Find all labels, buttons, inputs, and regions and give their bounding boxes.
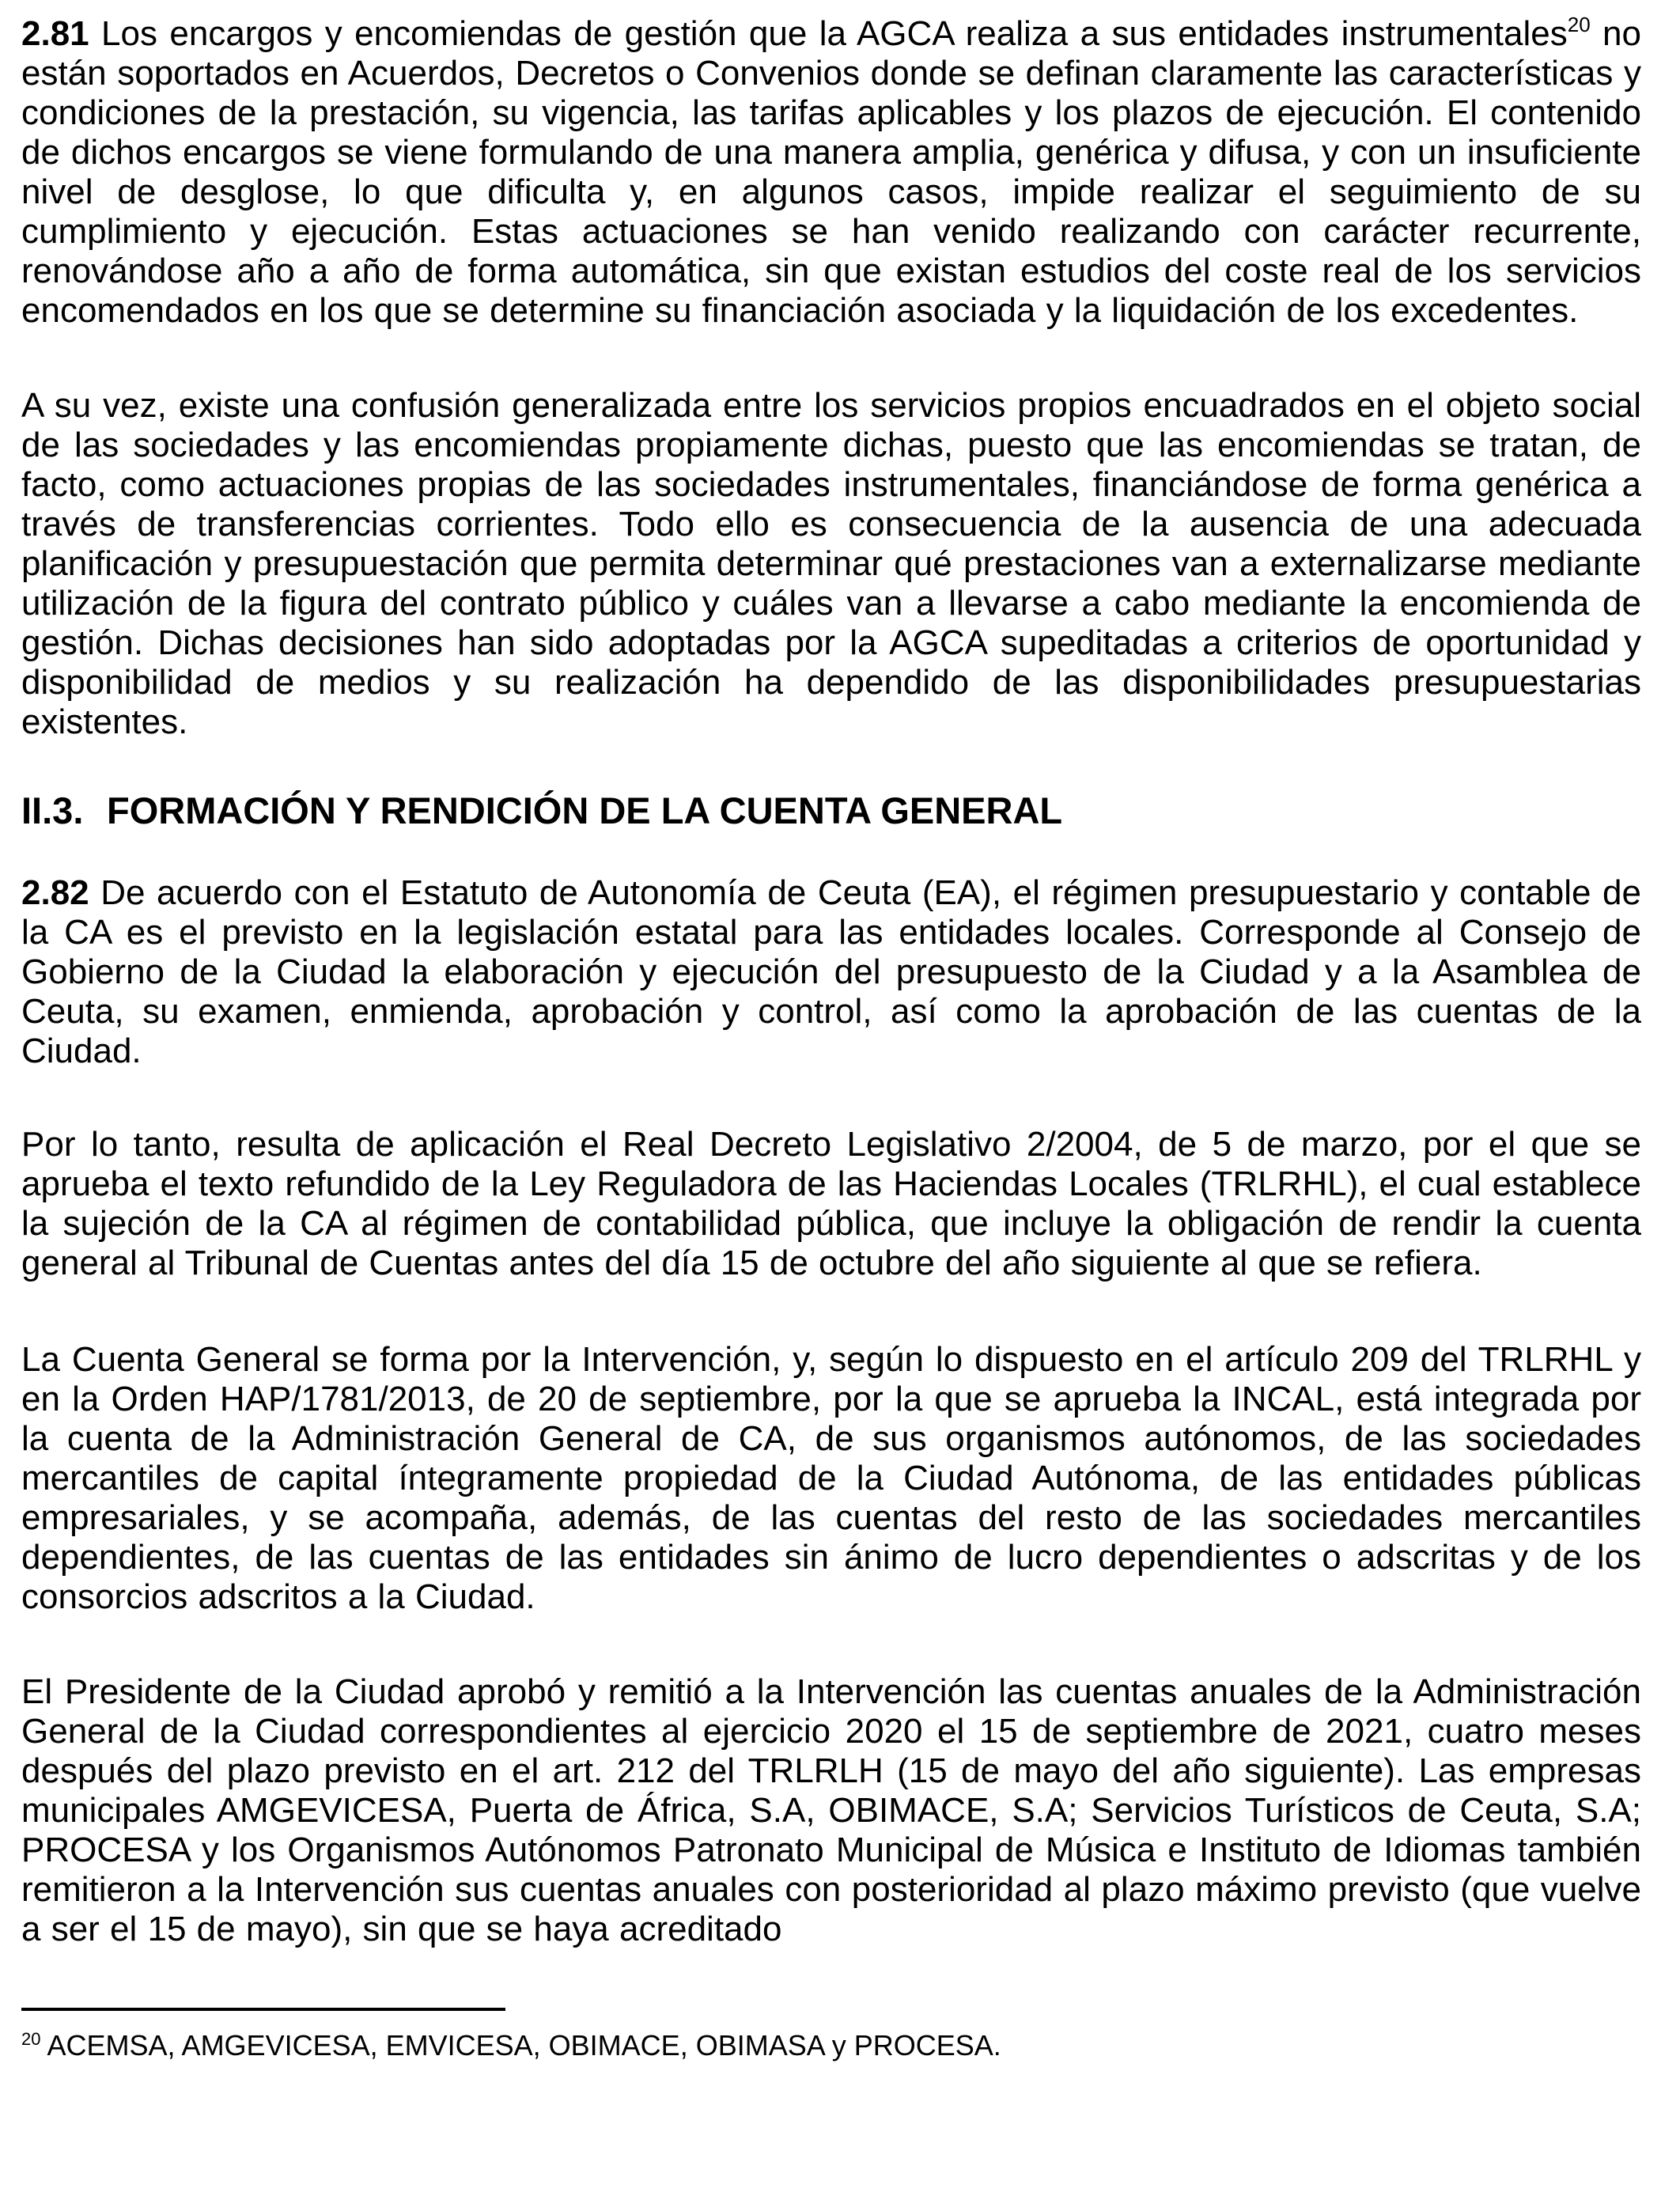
paragraph-2-81-text-after-footnote-ref: no están soportados en Acuerdos, Decretos o Convenios donde se definan claramente las características y condiciones de la prestación, su vigencia, las tarifas aplicables y los plazos de ejecución. El contenido de dichos encargos se viene formulando de una manera amplia, genérica y difusa, y con un insuficiente nivel de desglose, lo que dificulta y, en algunos casos, impide realizar el seguimiento de su cumplimiento y ejecución. Estas actuaciones se han venido realizando con carácter recurrente, renovándose año a año de forma automática, sin que existan estudios del coste real de los servicios encomendados en los que se determine su financiación asociada y la liquidación de los excedentes. — [21, 14, 1641, 330]
footnote-20-text: ACEMSA, AMGEVICESA, EMVICESA, OBIMACE, OBIMASA y PROCESA. — [40, 2029, 1001, 2062]
paragraph-a-su-vez: A su vez, existe una confusión generalizada entre los servicios propios encuadrados en el objeto social de las sociedades y las encomiendas propiamente dichas, puesto que las encomiendas se tratan, de facto, como actuaciones propias de las sociedades instrumentales, financiándose de forma genérica a través de transferencias corrientes. Todo ello es consecuencia de la ausencia de una adecuada planificación y presupuestación que permita determinar qué prestaciones van a externalizarse mediante utilización de la figura del contrato público y cuáles van a llevarse a cabo mediante la encomienda de gestión. Dichas decisiones han sido adoptadas por la AGCA supeditadas a criterios de oportunidad y disponibilidad de medios y su realización ha dependido de las disponibilidades presupuestarias existentes. — [21, 386, 1641, 741]
footnote-marker-20: 20 — [21, 2029, 41, 2049]
paragraph-2-82 — [21, 873, 1641, 1071]
section-heading-number: II.3. — [21, 789, 84, 831]
paragraph-por-lo-tanto: Por lo tanto, resulta de aplicación el Real Decreto Legislativo 2/2004, de 5 de marzo, por el que se aprueba el texto refundido de la Ley Reguladora de las Haciendas Locales (TRLRHL), el cual establece la sujeción de la CA al régimen de contabilidad pública, que incluye la obligación de rendir la cuenta general al Tribunal de Cuentas antes del día 15 de octubre del año siguiente al que se refiera. — [21, 1125, 1641, 1282]
section-heading-title: FORMACIÓN Y RENDICIÓN DE LA CUENTA GENERAL — [107, 789, 1063, 831]
footnote-separator-line — [21, 2008, 505, 2011]
footnote-reference-20: 20 — [1567, 13, 1591, 36]
paragraph-number-2-82: 2.82 — [21, 873, 89, 912]
paragraph-presidente: El Presidente de la Ciudad aprobó y remitió a la Intervención las cuentas anuales de la Administración General de la Ciudad correspondientes al ejercicio 2020 el 15 de septiembre de 2021, cuatro meses después del plazo previsto en el art. 212 del TRLRLH (15 de mayo del año siguiente). Las empresas municipales AMGEVICESA, Puerta de África, S.A, OBIMACE, S.A; Servicios Turísticos de Ceuta, S.A; PROCESA y los Organismos Autónomos Patronato Municipal de Música e Instituto de Idiomas también remitieron a la Intervención sus cuentas anuales con posterioridad al plazo máximo previsto (que vuelve a ser el 15 de mayo), sin que se haya acreditado — [21, 1672, 1641, 1948]
paragraph-2-81 — [21, 14, 1641, 331]
paragraph-2-82-text: De acuerdo con el Estatuto de Autonomía de Ceuta (EA), el régimen presupuestario y contable de la CA es el previsto en la legislación estatal para las entidades locales. Corresponde al Consejo de Gobierno de la Ciudad la elaboración y ejecución del presupuesto de la Ciudad y a la Asamblea de Ceuta, su examen, enmienda, aprobación y control, así como la aprobación de las cuentas de la Ciudad. — [21, 873, 1641, 1070]
section-heading-ii-3 — [21, 789, 1641, 832]
paragraph-cuenta-general: La Cuenta General se forma por la Intervención, y, según lo dispuesto en el artículo 209 del TRLRHL y en la Orden HAP/1781/2013, de 20 de septiembre, por la que se aprueba la INCAL, está integrada por la cuenta de la Administración General de CA, de sus organismos autónomos, de las sociedades mercantiles de capital íntegramente propiedad de la Ciudad Autónoma, de las entidades públicas empresariales, y se acompaña, además, de las cuentas del resto de las sociedades mercantiles dependientes, de las cuentas de las entidades sin ánimo de lucro dependientes o adscritas y de los consorcios adscritos a la Ciudad. — [21, 1340, 1641, 1616]
footnote-20 — [21, 2028, 1641, 2063]
paragraph-2-81-text-before-footnote-ref: Los encargos y encomiendas de gestión que la AGCA realiza a sus entidades instrumentales — [89, 14, 1568, 53]
paragraph-number-2-81: 2.81 — [21, 14, 89, 53]
